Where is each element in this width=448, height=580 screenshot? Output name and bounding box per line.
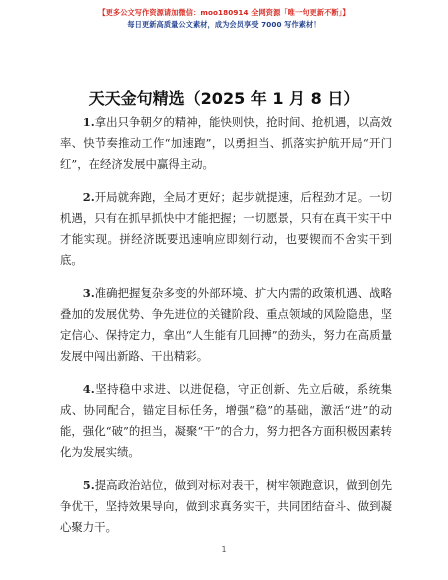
- page-number: 1: [221, 545, 227, 554]
- paragraph-number: 3.: [82, 286, 95, 300]
- document-title: 天天金句精选（2025 年 1 月 8 日）: [88, 89, 360, 108]
- document-body: [60, 112, 392, 550]
- paragraph-3: [60, 283, 392, 367]
- paragraph-5: [60, 475, 392, 538]
- paragraph-number: 4.: [82, 382, 95, 396]
- promo-banner-line-2: 每日更新高质量公文素材，成为会员享受 7000 写作素材！: [127, 20, 321, 29]
- paragraph-number: 1.: [82, 115, 95, 129]
- promo-banner-line-1: 【更多公文写作资源请加微信：moo180914 全网资源「唯一句更新不断」】: [98, 8, 350, 17]
- paragraph-text: 提高政治站位，做到对标对表干，树牢领跑意识，做到创先争优干，坚持效果导向，做到求真务实干，共同团结奋斗、做到凝心聚力干。: [60, 478, 392, 534]
- paragraph-4: [60, 379, 392, 463]
- paragraph-number: 5.: [82, 478, 95, 492]
- paragraph-1: [60, 112, 392, 175]
- paragraph-text: 坚持稳中求进、以进促稳，守正创新、先立后破，系统集成、协同配合，锚定目标任务，增强“稳”的基础，激活“进”的动能，强化“破”的担当，凝聚“干”的合力，努力把各方面积极因素转化为发展实绩。: [60, 382, 392, 459]
- paragraph-text: 开局就奔跑，全局才更好；起步就提速，后程劲才足。一切机遇，只有在抓早抓快中才能把握；一切愿景，只有在真干实干中才能实现。拼经济既要迅速响应即刻行动，也要锲而不舍实干到底。: [60, 190, 392, 267]
- paragraph-2: [60, 187, 392, 271]
- paragraph-text: 准确把握复杂多变的外部环境、扩大内需的政策机遇、战略叠加的发展优势、争先进位的关键阶段、重点领域的风险隐患，坚定信心、保持定力，拿出“人生能有几回搏”的劲头，努力在高质量发展中闯出新路、干出精彩。: [60, 286, 392, 363]
- paragraph-number: 2.: [82, 190, 95, 204]
- paragraph-text: 拿出只争朝夕的精神，能快则快，抢时间、抢机遇，以高效率、快节奏推动工作“加速跑”，以勇担当、抓落实护航开局“开门红”，在经济发展中赢得主动。: [60, 115, 392, 171]
